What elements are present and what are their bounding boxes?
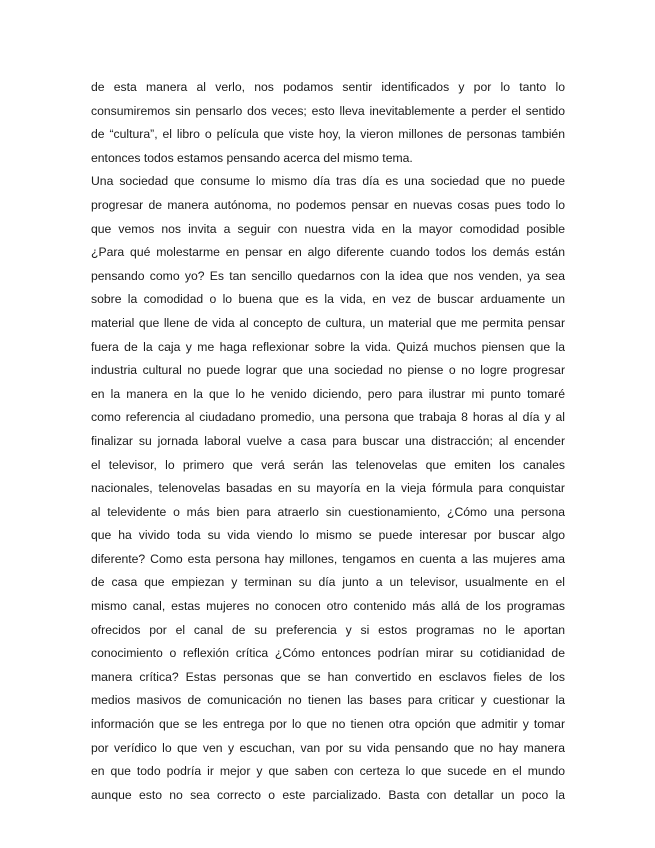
text-line: que ha vivido toda su vida viendo lo mismo se puede interesar por buscar algo xyxy=(91,528,565,543)
text-line: entonces todos estamos pensando acerca del mismo tema. xyxy=(91,150,413,165)
text-line: en la manera en la que lo he venido diciendo, pero para ilustrar mi punto tomaré xyxy=(91,386,565,401)
text-line: nacionales, telenovelas basadas en su mayoría en la vieja fórmula para conquistar xyxy=(91,481,565,496)
text-line: por verídico lo que ven y escuchan, van por su vida pensando que no hay manera xyxy=(91,740,565,755)
text-line: medios masivos de comunicación no tienen las bases para criticar y cuestionar la xyxy=(91,693,565,708)
text-line: como referencia al ciudadano promedio, una persona que trabaja 8 horas al día y al xyxy=(91,410,565,425)
text-line: Una sociedad que consume lo mismo día tras día es una sociedad que no puede xyxy=(91,174,565,189)
text-line: fuera de la caja y me haga reflexionar sobre la vida. Quizá muchos piensen que la xyxy=(91,339,565,354)
text-line: de “cultura”, el libro o película que viste hoy, la vieron millones de personas también xyxy=(91,127,565,142)
text-line: de casa que empiezan y terminan su día junto a un televisor, usualmente en el xyxy=(91,575,565,590)
text-line: ¿Para qué molestarme en pensar en algo diferente cuando todos los demás están xyxy=(91,245,565,260)
body-text xyxy=(91,76,565,807)
text-line: en que todo podría ir mejor y que saben con certeza lo que sucede en el mundo xyxy=(91,764,565,779)
text-line: pensando como yo? Es tan sencillo quedarnos con la idea que nos venden, ya sea xyxy=(91,268,565,283)
text-line: el televisor, lo primero que verá serán las telenovelas que emiten los canales xyxy=(91,457,565,472)
text-line: diferente? Como esta persona hay millones, tengamos en cuenta a las mujeres ama xyxy=(91,551,565,566)
text-line: información que se les entrega por lo que no tienen otra opción que admitir y tomar xyxy=(91,717,565,732)
text-line: consumiremos sin pensarlo dos veces; esto lleva inevitablemente a perder el sentido xyxy=(91,103,565,118)
text-line: al televidente o más bien para atraerlo sin cuestionamiento, ¿Cómo una persona xyxy=(91,504,565,519)
text-line: de esta manera al verlo, nos podamos sentir identificados y por lo tanto lo xyxy=(91,80,565,94)
text-line: industria cultural no puede lograr que una sociedad no piense o no logre progresar xyxy=(91,363,565,378)
text-line: ofrecidos por el canal de su preferencia y si estos programas no le aportan xyxy=(91,622,565,637)
text-line: finalizar su jornada laboral vuelve a casa para buscar una distracción; al encender xyxy=(91,433,565,448)
text-line: mismo canal, estas mujeres no conocen otro contenido más allá de los programas xyxy=(91,599,565,614)
text-line: manera crítica? Estas personas que se han convertido en esclavos fieles de los xyxy=(91,669,565,684)
text-line: sobre la comodidad o lo buena que es la vida, en vez de buscar arduamente un xyxy=(91,292,565,307)
text-line: que vemos nos invita a seguir con nuestra vida en la mayor comodidad posible xyxy=(91,221,565,236)
text-line: progresar de manera autónoma, no podemos pensar en nuevas cosas pues todo lo xyxy=(91,197,565,212)
text-line: material que llene de vida al concepto de cultura, un material que me permita pensar xyxy=(91,315,565,330)
text-line: aunque esto no sea correcto o este parcializado. Basta con detallar un poco la xyxy=(91,787,565,802)
text-line: conocimiento o reflexión crítica ¿Cómo entonces podrían mirar su cotidianidad de xyxy=(91,646,565,661)
